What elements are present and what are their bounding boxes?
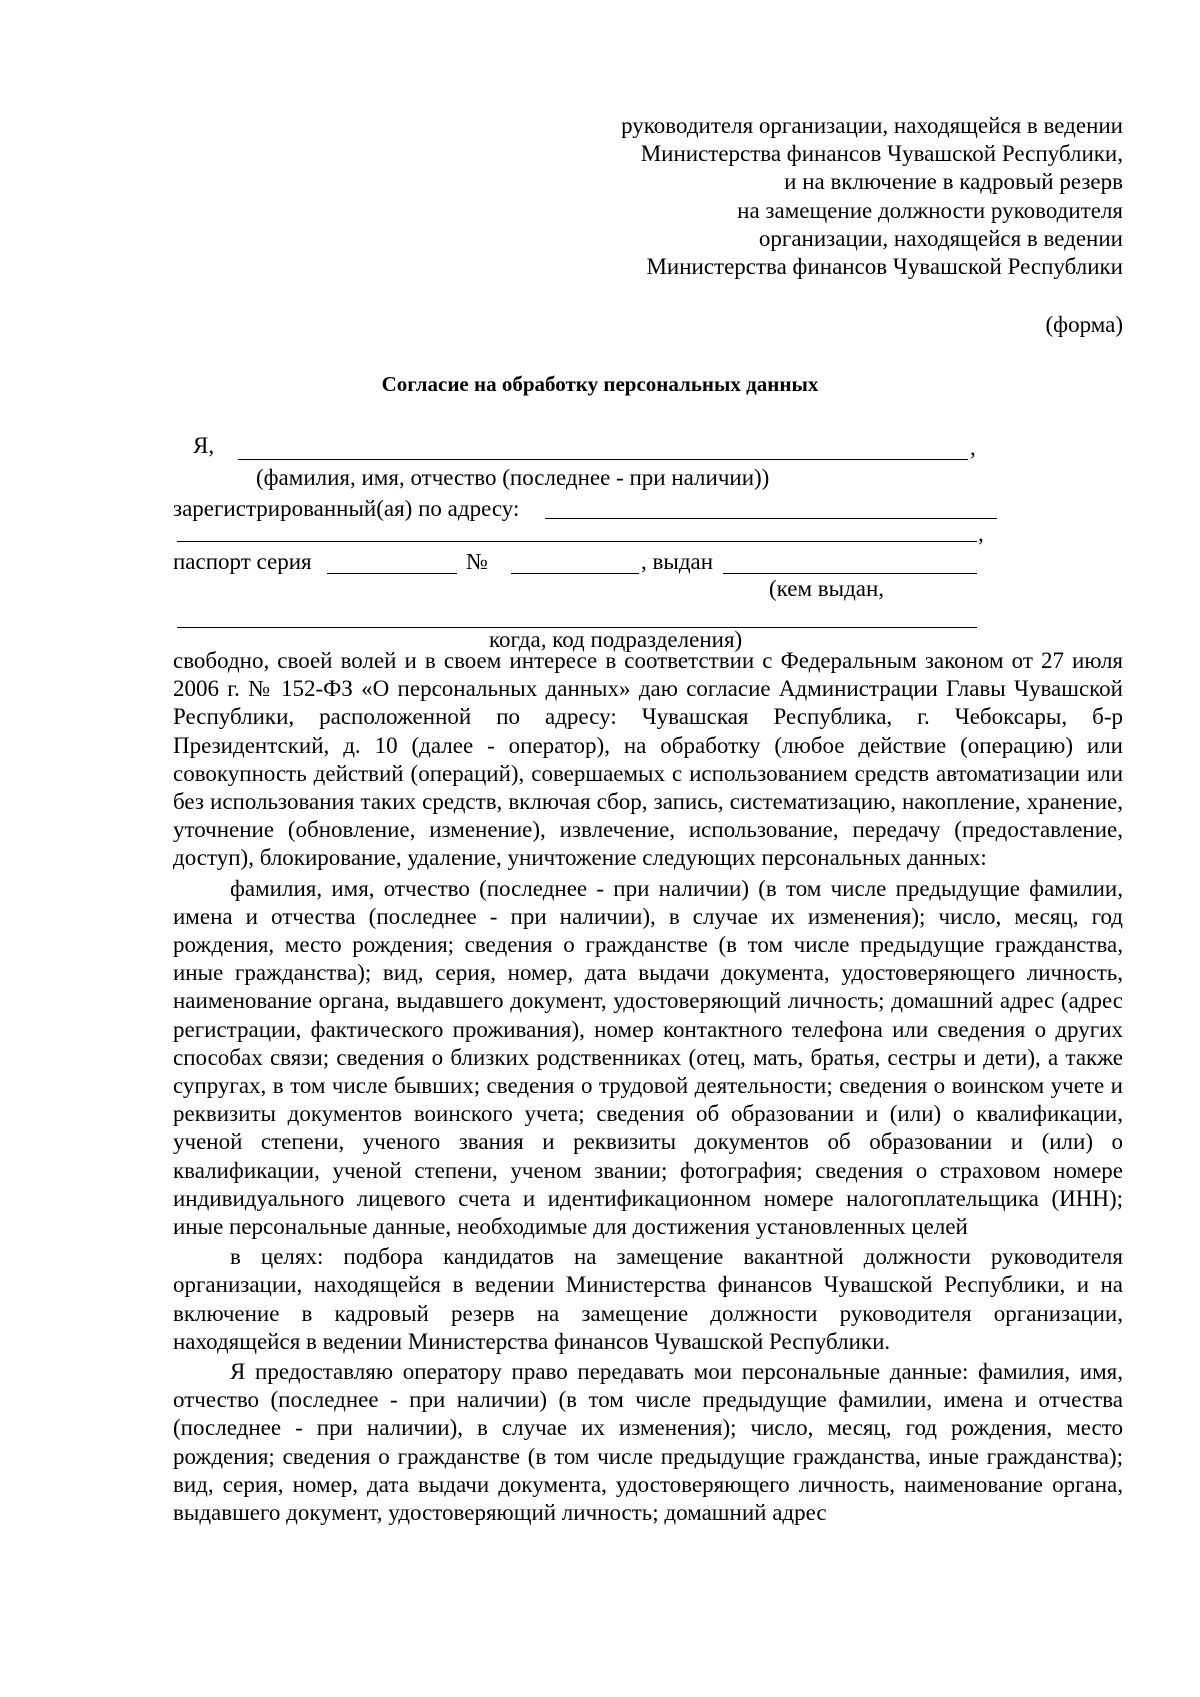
passport-issued-label: , выдан [641, 549, 714, 574]
form-label: (форма) [1045, 312, 1123, 337]
fio-trailing-comma: , [970, 435, 976, 460]
consent-body [173, 647, 1123, 1527]
consent-paragraph: свободно, своей волей и в своем интересе в соответствии с Федеральным законом от 27 июля 2006 г. № 152-ФЗ «О персональных данных» даю согласие Администрации Главы Чувашской Республики, расположенной по адресу: Чувашская Республика, г. Чебоксары, б-р Президентский, д. 10 (далее - оператор), на обработку (любое действие (операцию) или совокупность действий (операций), совершаемых с использованием средств автоматизации или без использования таких средств, включая сбор, запись, систематизацию, накопление, хранение, уточнение (обновление, изменение), извлечение, использование, передачу (предоставление, доступ), блокирование, удаление, уничтожение следующих персональных данных: [173, 648, 1123, 871]
i-label: Я, [193, 433, 215, 458]
document-title: Согласие на обработку персональных данных [381, 372, 819, 396]
transfer-rights-paragraph: Я предоставляю оператору право передавать мои персональные данные: фамилия, имя, отчество (последнее - при наличии) (в том числе предыдущие фамилии, имена и отчества (последнее - при наличии), в случае их изменения); число, месяц, год рождения, место рождения; сведения о гражданстве (в том числе предыдущие гражданства, иные гражданства); вид, серия, номер, дата выдачи документа, удостоверяющего личность, наименование органа, выдавшего документ, удостоверяющий личность; домашний адрес [173, 1359, 1123, 1526]
header-line: руководителя организации, находящейся в ведении [621, 113, 1123, 138]
address-input-line-2[interactable] [177, 541, 977, 542]
purpose-paragraph: в целях: подбора кандидатов на замещение вакантной должности руководителя организации, находящейся в ведении Министерства финансов Чувашской Республики, и на включение в кадровый резерв на замещение должности руководителя организации, находящейся в ведении Министерства финансов Чувашской Республики. [173, 1244, 1123, 1354]
header-line: на замещение должности руководителя [737, 197, 1123, 223]
passport-series-label: паспорт серия [173, 549, 312, 574]
personal-data-list-paragraph: фамилия, имя, отчество (последнее - при наличии) (в том числе предыдущие фамилии, имена и отчества (последнее - при наличии), в случае их изменения); число, месяц, год рождения, место рождения; сведения о гражданстве (в том числе предыдущие гражданства, иные гражданства); вид, серия, номер, дата выдачи документа, удостоверяющего личность, наименование органа, выдавшего документ, удостоверяющий личность; домашний адрес (адрес регистрации, фактического проживания), номер контактного телефона или сведения о других способах связи; сведения о близких родственниках (отец, мать, братья, сестры и дети), а также супругах, в том числе бывших; сведения о трудовой деятельности; сведения о воинском учете и реквизиты документов воинского учета; сведения об образовании и (или) о квалификации, ученой степени, ученого звания и реквизиты документов об образовании и (или) о квалификации, ученой степени, ученом звании; фотография; сведения о страховом номере индивидуального лицевого счета и идентификационном номере налогоплательщика (ИНН); иные персональные данные, необходимые для достижения установленных целей [173, 875, 1123, 1240]
issued-caption-1: (кем выдан, [769, 576, 885, 601]
header-line: и на включение в кадровый резерв [784, 169, 1123, 195]
address-label: зарегистрированный(ая) по адресу: [173, 496, 520, 521]
fio-input-line[interactable] [238, 459, 968, 460]
header-line: Министерства финансов Чувашской Республики [646, 254, 1123, 280]
address-input-line[interactable] [545, 518, 997, 519]
passport-series-input-line[interactable] [327, 573, 457, 574]
issued-caption-2: когда, код подразделения) [489, 627, 743, 652]
header-block [403, 112, 1123, 281]
header-line: организации, находящейся в ведении [758, 225, 1123, 251]
header-line: Министерства финансов Чувашской Республики, [640, 141, 1123, 167]
passport-number-input-line[interactable] [511, 573, 639, 574]
address-trailing-comma: , [978, 521, 984, 546]
passport-issued-input-line[interactable] [723, 573, 977, 574]
fio-caption: (фамилия, имя, отчество (последнее - при наличии)) [256, 465, 770, 490]
passport-number-label: № [466, 549, 488, 574]
